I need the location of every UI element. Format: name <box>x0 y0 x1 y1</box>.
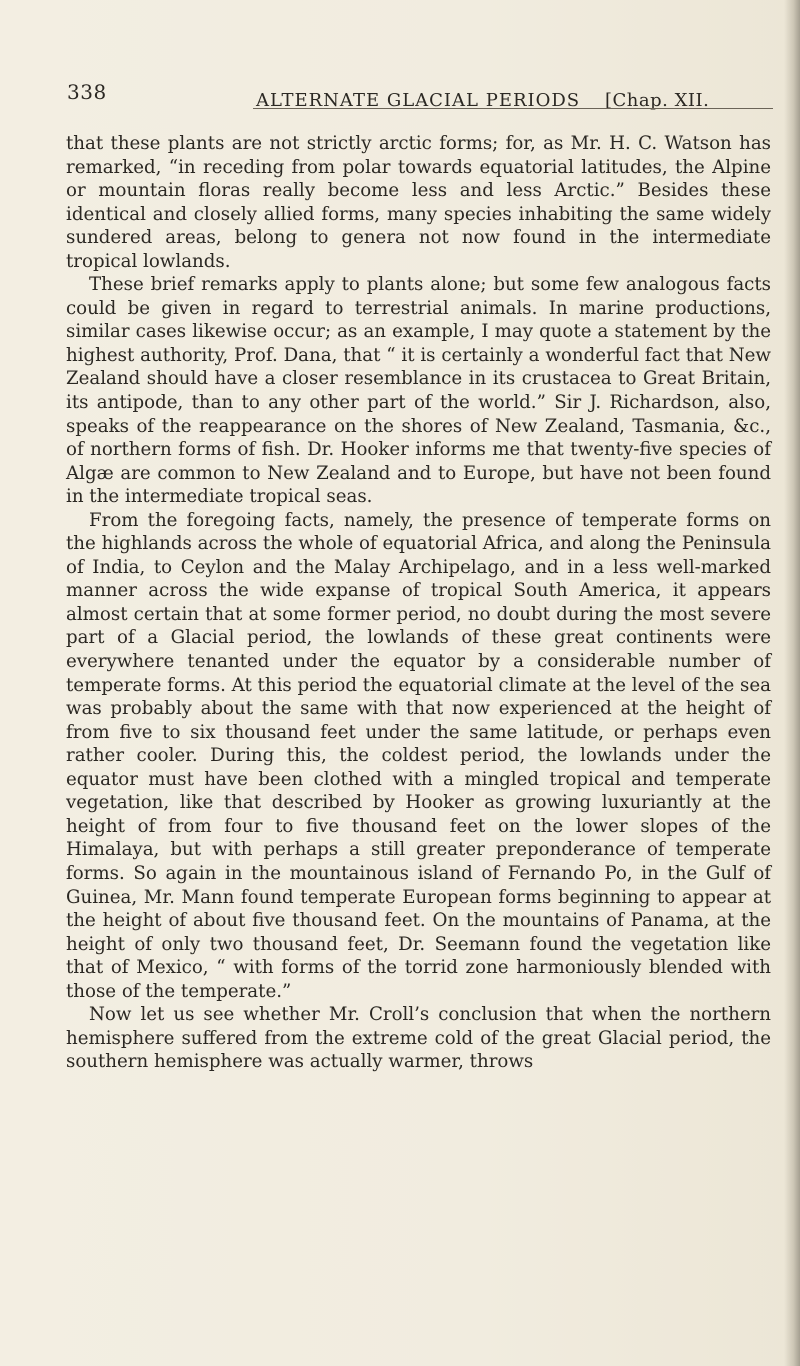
running-title: ALTERNATE GLACIAL PERIODS <box>256 90 581 111</box>
header-rule <box>253 108 773 109</box>
paragraph: Now let us see whether Mr. Croll’s conclusion that when the northern hemisphere suffered from the extreme cold of the great Glacial period, the southern hemisphere was actually warmer, throws <box>66 1004 771 1073</box>
body-text <box>66 132 771 1074</box>
paragraph: From the foregoing facts, namely, the presence of temperate forms on the highlands across the whole of equatorial Africa, and along the Peninsula of India, to Ceylon and the Malay Archipelago, and in a less well-marked manner across the wide expanse of tropical South America, it appears almost certain that at some former period, no doubt during the most severe part of a Glacial period, the lowlands of these great continents were everywhere tenanted under the equator by a considerable number of temperate forms. At this period the equatorial climate at the level of the sea was probably about the same with that now experienced at the height of from five to six thousand feet under the same latitude, or perhaps even rather cooler. During this, the coldest period, the lowlands under the equator must have been clothed with a mingled tropical and temperate vegetation, like that described by Hooker as growing luxuriantly at the height of from four to five thousand feet on the lower slopes of the Himalaya, but with perhaps a still greater preponderance of temperate forms. So again in the mountainous island of Fernando Po, in the Gulf of Guinea, Mr. Mann found temperate European forms beginning to appear at the height of about five thousand feet. On the mountains of Panama, at the height of only two thousand feet, Dr. Seemann found the vegetation like that of Mexico, “ with forms of the torrid zone harmoniously blended with those of the temperate.” <box>66 509 771 1002</box>
page-number: 338 <box>67 80 107 104</box>
page-header <box>0 80 800 114</box>
paragraph: These brief remarks apply to plants alone; but some few analogous facts could be given in regard to terrestrial animals. In marine productions, similar cases likewise occur; as an example, I may quote a statement by the highest authority, Prof. Dana, that “ it is certainly a wonderful fact that New Zealand should have a closer resemblance in its crustacea to Great Britain, its antipode, than to any other part of the world.” Sir J. Richardson, also, speaks of the reappearance on the shores of New Zealand, Tasmania, &c., of northern forms of fish. Dr. Hooker informs me that twenty-five species of Algæ are common to New Zealand and to Europe, but have not been found in the intermediate tropical seas. <box>66 274 771 508</box>
chapter-reference: [Chap. XII. <box>605 90 710 111</box>
page-edge-shadow <box>784 0 800 1366</box>
paragraph: that these plants are not strictly arctic forms; for, as Mr. H. C. Watson has remarked, “in receding from polar towards equatorial latitudes, the Alpine or mountain floras really become less and less Arctic.” Besides these identical and closely allied forms, many species inhabiting the same widely sundered areas, belong to genera not now found in the intermediate tropical lowlands. <box>66 133 771 272</box>
